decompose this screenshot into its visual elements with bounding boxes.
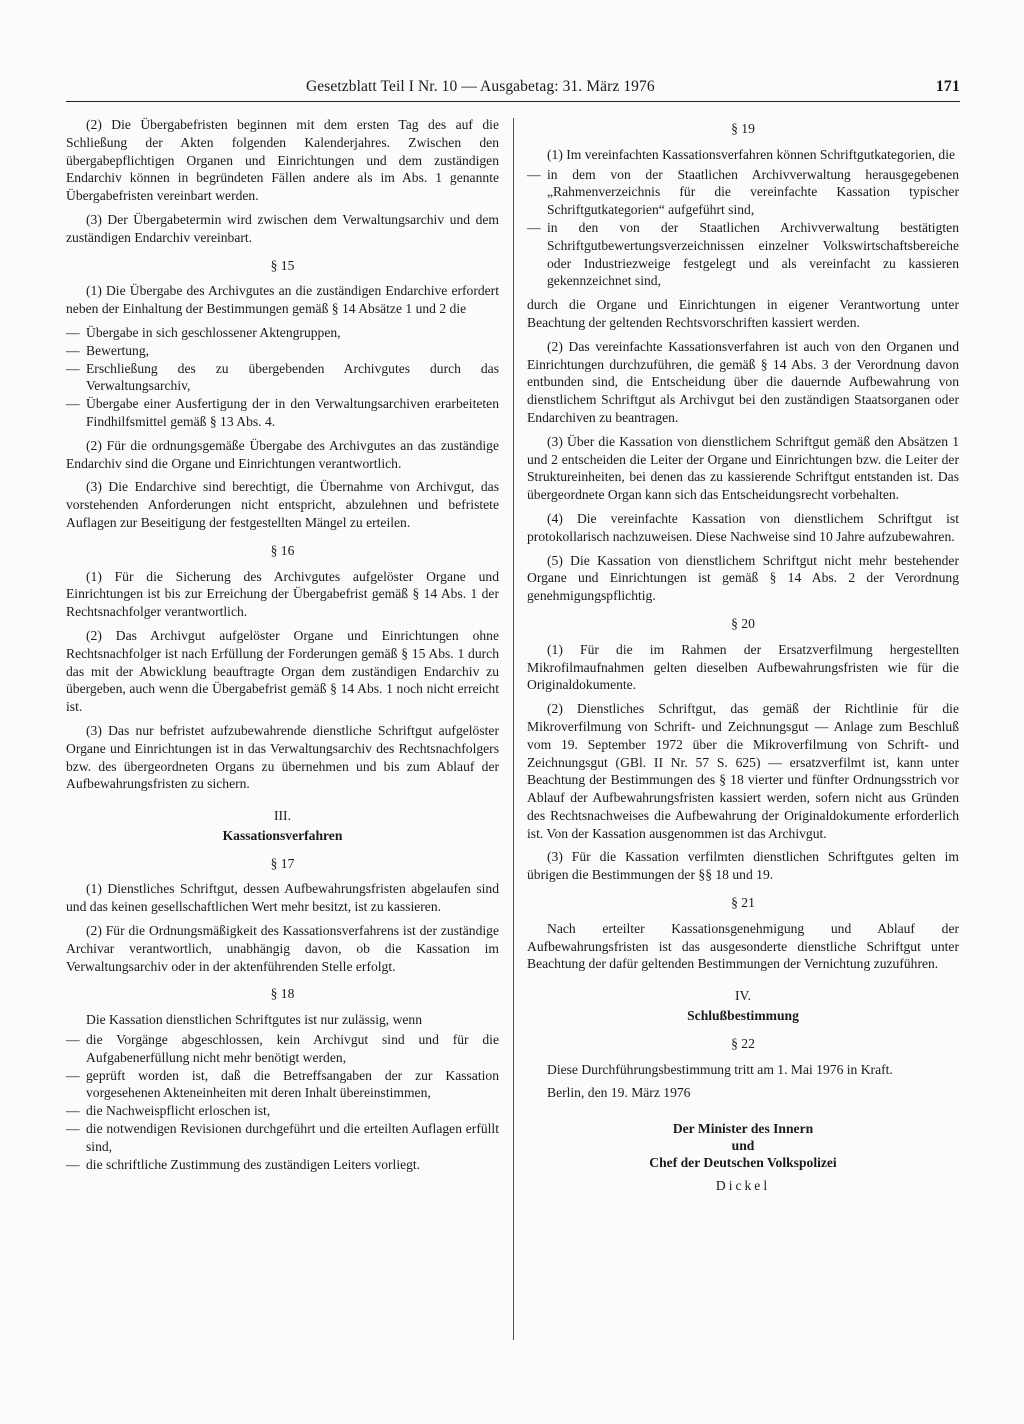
page-header: [66, 78, 960, 100]
list-item: — die Nachweispflicht erloschen ist,: [66, 1102, 499, 1120]
section-heading: § 18: [270, 986, 295, 1002]
list-item: — die Vorgänge abgeschlossen, kein Archivgut sind und für die Aufgabenerfüllung nicht mehr benötigt werden,: [66, 1031, 499, 1067]
left-column: [66, 116, 499, 1179]
paragraph: (2) Das vereinfachte Kassationsverfahren ist auch von den Organen und Einrichtungen durchzuführen, die gemäß § 14 Abs. 3 der Verordnung davon entbunden sind, die Entscheidung über die dauernde Aufbewahrung von dienstlichem Schriftgut als Archivgut bei den zuständigen Staatsorganen oder Endarchiven zu beantragen.: [527, 338, 959, 425]
paragraph: (2) Das Archivgut aufgelöster Organe und Einrichtungen ohne Rechtsnachfolger ist nach Erfüllung der Forderungen gemäß § 15 Abs. 1 durch das mit der Abwicklung beauftragte Organ dem zuständigen Endarchiv zu übergeben, auch wenn die Übergabefrist gemäß § 14 Abs. 1 noch nicht erreicht ist.: [66, 627, 499, 715]
dash-list: [66, 1031, 499, 1173]
paragraph: (1) Die Übergabe des Archivgutes an die zuständigen Endarchive erfordert neben der Einhaltung der Bestimmungen gemäß § 14 Absätze 1 und 2 die: [66, 283, 499, 317]
section-heading: § 15: [270, 257, 295, 273]
page-number: 171: [935, 78, 960, 95]
header-title: Gesetzblatt Teil I Nr. 10 — Ausgabetag: 31. März 1976: [306, 78, 655, 95]
list-item: — in dem von der Staatlichen Archivverwaltung herausgegebenen „Rahmenverzeichnis für die vereinfachte Kassation typischer Schriftgutkategorien“ aufgeführt sind,: [527, 166, 959, 219]
column-divider: [513, 118, 514, 1340]
dash-list: [66, 324, 499, 431]
section-heading: § 19: [731, 121, 755, 136]
paragraph: Diese Durchführungsbestimmung tritt am 1. Mai 1976 in Kraft.: [547, 1061, 893, 1077]
right-column: [527, 116, 959, 1195]
chapter-title: Schlußbestimmung: [687, 1008, 799, 1024]
list-item: — Übergabe in sich geschlossener Aktengruppen,: [66, 324, 499, 342]
paragraph: durch die Organe und Einrichtungen in eigener Verantwortung unter Beachtung der geltenden Rechtsvorschriften kassiert werden.: [527, 297, 959, 330]
signer-name: Dickel: [715, 1178, 771, 1194]
paragraph: (2) Dienstliches Schriftgut, das gemäß der Richtlinie für die Mikroverfilmung von Schrift- und Zeichnungsgut — Anlage zum Beschluß vom 19. September 1972 über die Mikroverfilmung von Schrift- und Zeichnungsgut (GBl. II Nr. 57 S. 625) — ersatzverfilmt ist, kann unter Beachtung der Bestimmungen des § 18 vierter und fünfter Ordnungsstrich vor Ablauf der Aufbewahrungsfristen kassiert werden, sofern nicht aus Gründen des Rechtsnachweises die Aufbewahrung der Originaldokumente erforderlich ist. Von der Kassation ausgenommen ist das Archivgut.: [527, 701, 959, 841]
paragraph: (5) Die Kassation von dienstlichem Schriftgut nicht mehr bestehender Organe und Einrichtungen ist gemäß § 14 Abs. 2 der Verordnung genehmigungspflichtig.: [527, 552, 959, 604]
paragraph: (3) Der Übergabetermin wird zwischen dem Verwaltungsarchiv und dem zuständigen Endarchiv vereinbart.: [66, 211, 499, 245]
list-item: — Erschließung des zu übergebenden Archivgutes durch das Verwaltungsarchiv,: [66, 360, 499, 396]
chapter-number: III.: [274, 808, 291, 824]
header-rule: [66, 101, 960, 102]
list-item: — in den von der Staatlichen Archivverwaltung bestätigten Schriftgutbewertungsverzeichnissen einzelner Volkswirtschaftsbereiche oder Industriezweige festgelegt und als vereinfacht zu kassieren gekennzeichnet sind,: [527, 219, 959, 290]
place-date: Berlin, den 19. März 1976: [547, 1085, 691, 1101]
paragraph: (3) Über die Kassation von dienstlichem Schriftgut gemäß den Absätzen 1 und 2 entscheiden die Leiter der Organe und Einrichtungen bzw. die Leiter der Struktureinheiten, bei denen das zu kassierende Schriftgut entstanden ist. Das übergeordnete Organ kann sich das Entscheidungsrecht vorbehalten.: [527, 433, 959, 503]
paragraph: Die Kassation dienstlichen Schriftgutes ist nur zulässig, wenn: [86, 1012, 423, 1028]
chapter-title: Kassationsverfahren: [222, 827, 343, 843]
paragraph: (3) Die Endarchive sind berechtigt, die Übernahme von Archivgut, das vorstehenden Anforderungen nicht entspricht, abzulehnen und befristete Auflagen zur Beseitigung der festgestellten Mängel zu erteilen.: [66, 479, 499, 530]
section-heading: § 22: [731, 1035, 755, 1051]
paragraph: (2) Für die Ordnungsmäßigkeit des Kassationsverfahrens ist der zuständige Archivar verantwortlich, unabhängig davon, ob die Kassation im Verwaltungsarchiv oder in der aktenführenden Stelle erfolgt.: [66, 923, 499, 974]
section-heading: § 21: [731, 895, 755, 911]
list-item: — geprüft worden ist, daß die Betreffsangaben der zur Kassation vorgesehenen Akteneinheiten mit deren Inhalt übereinstimmen,: [66, 1067, 499, 1103]
list-item: — Übergabe einer Ausfertigung der in den Verwaltungsarchiven erarbeiteten Findhilfsmittel gemäß § 13 Abs. 4.: [66, 395, 499, 431]
chapter-number: IV.: [735, 988, 751, 1004]
list-item: — die notwendigen Revisionen durchgeführt und die erteilten Auflagen erfüllt sind,: [66, 1120, 499, 1156]
paragraph: (3) Das nur befristet aufzubewahrende dienstliche Schriftgut aufgelöster Organe und Einrichtungen ist in das Verwaltungsarchiv des Rechtsnachfolgers bzw. des übergeordneten Organs zu übernehmen und bis zum Ablauf der Aufbewahrungsfristen zu sichern.: [66, 722, 499, 792]
paragraph: (1) Für die Sicherung des Archivgutes aufgelöster Organe und Einrichtungen ist bis zur Erreichung der Übergabefrist gemäß § 14 Abs. 1 der Rechtsnachfolger verantwortlich.: [66, 568, 499, 620]
signature-title: Chef der Deutschen Volkspolizei: [649, 1155, 837, 1171]
signature-title: und: [731, 1138, 755, 1154]
paragraph: (2) Für die ordnungsgemäße Übergabe des Archivgutes an das zuständige Endarchiv sind die Organe und Einrichtungen verantwortlich.: [66, 437, 499, 471]
paragraph: (1) Im vereinfachten Kassationsverfahren können Schriftgutkategorien, die: [547, 146, 956, 162]
list-item: — Bewertung,: [66, 342, 499, 360]
paragraph: (1) Dienstliches Schriftgut, dessen Aufbewahrungsfristen abgelaufen sind und das keinen gesellschaftlichen Wert mehr besitzt, ist zu kassieren.: [66, 881, 499, 915]
paragraph: (4) Die vereinfachte Kassation von dienstlichem Schriftgut ist protokollarisch nachzuweisen. Diese Nachweise sind 10 Jahre aufzubewahren.: [527, 510, 959, 544]
section-heading: § 17: [270, 855, 295, 871]
list-item: — die schriftliche Zustimmung des zuständigen Leiters vorliegt.: [66, 1156, 499, 1174]
dash-list: [527, 166, 959, 291]
paragraph: (1) Für die im Rahmen der Ersatzverfilmung hergestellten Mikrofilmaufnahmen gelten dieselben Aufbewahrungsfristen wie für die Originaldokumente.: [527, 641, 959, 693]
section-heading: § 16: [270, 542, 295, 558]
paragraph: (3) Für die Kassation verfilmten dienstlichen Schriftgutes gelten im übrigen die Bestimmungen der §§ 18 und 19.: [527, 849, 959, 883]
signature-title: Der Minister des Innern: [672, 1121, 814, 1137]
section-heading: § 20: [731, 615, 755, 631]
paragraph: (2) Die Übergabefristen beginnen mit dem ersten Tag des auf die Schließung der Akten folgenden Kalenderjahres. Zwischen den übergabepflichtigen Organen und Einrichtungen und dem zuständigen Endarchiv können in begründeten Fällen andere als im Abs. 1 genannte Übergabefristen vereinbart werden.: [66, 117, 499, 204]
paragraph: Nach erteilter Kassationsgenehmigung und Ablauf der Aufbewahrungsfristen ist das ausgesonderte dienstliche Schriftgut unter Beachtung der dafür geltenden Bestimmungen der Vernichtung zuzuführen.: [527, 920, 959, 972]
signature-block: [527, 1120, 959, 1171]
